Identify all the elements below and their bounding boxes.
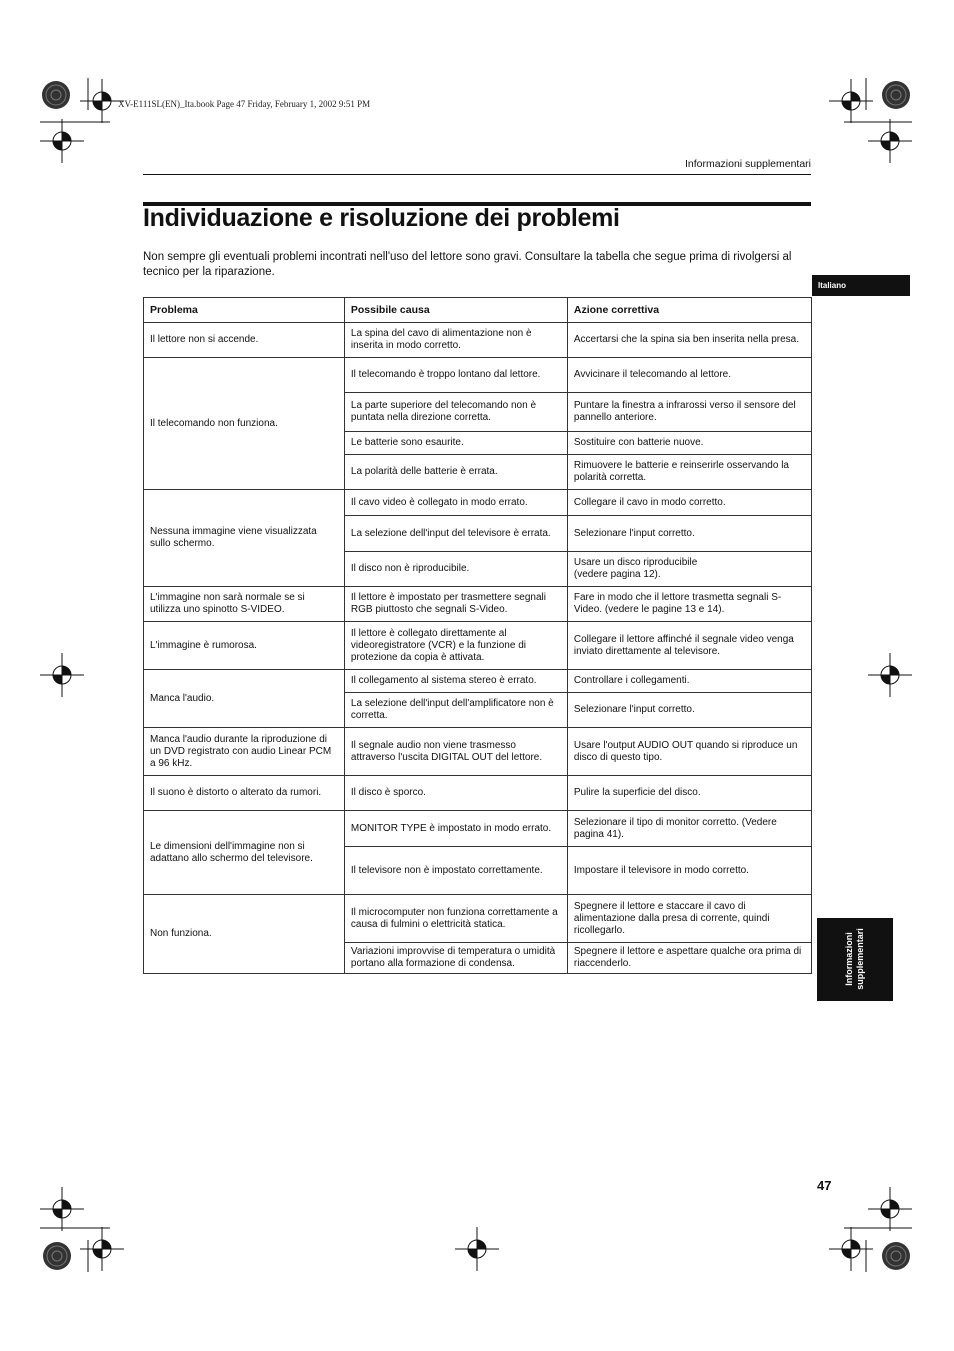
reg-mark-bottom-left <box>40 1187 124 1272</box>
table-row <box>144 776 812 811</box>
action-cell: Usare un disco riproducibile (vedere pagina 12). <box>567 552 811 587</box>
action-cell: Controllare i collegamenti. <box>567 670 811 693</box>
cause-cell: Il disco è sporco. <box>344 776 567 811</box>
cause-cell: Il disco non è riproducibile. <box>344 552 567 587</box>
action-cell: Spegnere il lettore e staccare il cavo di alimentazione dalla presa di corrente, quindi ricollegarlo. <box>567 895 811 943</box>
cause-cell: MONITOR TYPE è impostato in modo errato. <box>344 811 567 847</box>
table-row <box>144 490 812 516</box>
header-problem: Problema <box>144 298 345 323</box>
action-cell: Spegnere il lettore e aspettare qualche ora prima di riaccenderlo. <box>567 943 811 974</box>
cause-cell: Le batterie sono esaurite. <box>344 432 567 455</box>
intro-paragraph: Non sempre gli eventuali problemi incontrati nell'uso del lettore sono gravi. Consultare la tabella che segue prima di rivolgersi al tecnico per la riparazione. <box>143 251 792 278</box>
cause-cell: Il lettore è impostato per trasmettere segnali RGB piuttosto che segnali S-Video. <box>344 587 567 622</box>
problem-cell: L'immagine non sarà normale se si utilizza uno spinotto S-VIDEO. <box>144 587 345 622</box>
action-cell: Usare l'output AUDIO OUT quando si riproduce un disco di questo tipo. <box>567 728 811 776</box>
reg-mark-mid-right <box>868 653 912 697</box>
action-cell: Sostituire con batterie nuove. <box>567 432 811 455</box>
action-cell: Pulire la superficie del disco. <box>567 776 811 811</box>
action-cell: Selezionare l'input corretto. <box>567 516 811 552</box>
troubleshooting-table <box>143 297 812 974</box>
reg-mark-top-right <box>829 78 912 163</box>
page-number: 47 <box>817 1178 832 1193</box>
reg-mark-top-left <box>40 78 124 163</box>
cause-cell: La spina del cavo di alimentazione non è inserita in modo corretto. <box>344 323 567 358</box>
problem-cell: Il suono è distorto o alterato da rumori. <box>144 776 345 811</box>
section-tab-label: Informazioni supplementari <box>844 928 865 990</box>
table-row <box>144 622 812 670</box>
cause-cell: Variazioni improvvise di temperatura o umidità portano alla formazione di condensa. <box>344 943 567 974</box>
cause-cell: Il collegamento al sistema stereo è errato. <box>344 670 567 693</box>
problem-cell: Le dimensioni dell'immagine non si adattano allo schermo del televisore. <box>144 811 345 895</box>
action-cell: Selezionare il tipo di monitor corretto. (Vedere pagina 41). <box>567 811 811 847</box>
print-header: XV-E111SL(EN)_Ita.book Page 47 Friday, February 1, 2002 9:51 PM <box>118 99 371 109</box>
problem-cell: Manca l'audio durante la riproduzione di un DVD registrato con audio Linear PCM a 96 kHz. <box>144 728 345 776</box>
table-row <box>144 728 812 776</box>
reg-mark-mid-left <box>40 653 84 697</box>
cause-cell: Il lettore è collegato direttamente al videoregistratore (VCR) e la funzione di protezione da copia è attivata. <box>344 622 567 670</box>
cause-cell: Il microcomputer non funziona correttamente a causa di fulmini o elettricità statica. <box>344 895 567 943</box>
problem-cell: Nessuna immagine viene visualizzata sullo schermo. <box>144 490 345 587</box>
action-cell: Accertarsi che la spina sia ben inserita nella presa. <box>567 323 811 358</box>
cause-cell: Il cavo video è collegato in modo errato. <box>344 490 567 516</box>
action-cell: Impostare il televisore in modo corretto. <box>567 847 811 895</box>
section-tab <box>817 918 893 1001</box>
table-row <box>144 895 812 943</box>
problem-cell: Il telecomando non funziona. <box>144 358 345 490</box>
action-cell: Selezionare l'input corretto. <box>567 693 811 728</box>
header-action: Azione correttiva <box>567 298 811 323</box>
table-row <box>144 323 812 358</box>
table-row <box>144 811 812 847</box>
table-row <box>144 670 812 693</box>
problem-cell: Il lettore non si accende. <box>144 323 345 358</box>
table-header-row <box>144 298 812 323</box>
cause-cell: La selezione dell'input dell'amplificatore non è corretta. <box>344 693 567 728</box>
problem-cell: L'immagine è rumorosa. <box>144 622 345 670</box>
table-body <box>144 323 812 974</box>
action-cell: Rimuovere le batterie e reinserirle osservando la polarità corretta. <box>567 455 811 490</box>
header-rule <box>143 174 811 175</box>
header-cause: Possibile causa <box>344 298 567 323</box>
action-cell: Avvicinare il telecomando al lettore. <box>567 358 811 393</box>
cause-cell: La parte superiore del telecomando non è puntata nella direzione corretta. <box>344 393 567 432</box>
reg-mark-bottom-center <box>455 1227 499 1271</box>
cause-cell: La polarità delle batterie è errata. <box>344 455 567 490</box>
table-row <box>144 358 812 393</box>
action-cell: Collegare il cavo in modo corretto. <box>567 490 811 516</box>
language-tab: Italiano <box>812 275 910 296</box>
problem-cell: Non funziona. <box>144 895 345 974</box>
cause-cell: La selezione dell'input del televisore è errata. <box>344 516 567 552</box>
cause-cell: Il televisore non è impostato correttamente. <box>344 847 567 895</box>
action-cell: Puntare la finestra a infrarossi verso il sensore del pannello anteriore. <box>567 393 811 432</box>
cause-cell: Il segnale audio non viene trasmesso attraverso l'uscita DIGITAL OUT del lettore. <box>344 728 567 776</box>
cause-cell: Il telecomando è troppo lontano dal lettore. <box>344 358 567 393</box>
action-cell: Collegare il lettore affinché il segnale video venga inviato direttamente al televisore. <box>567 622 811 670</box>
running-head: Informazioni supplementari <box>684 158 811 170</box>
table-row <box>144 587 812 622</box>
page-title: Individuazione e risoluzione dei problemi <box>143 204 620 232</box>
action-cell: Fare in modo che il lettore trasmetta segnali S-Video. (vedere le pagine 13 e 14). <box>567 587 811 622</box>
reg-mark-bottom-right <box>829 1187 912 1272</box>
problem-cell: Manca l'audio. <box>144 670 345 728</box>
